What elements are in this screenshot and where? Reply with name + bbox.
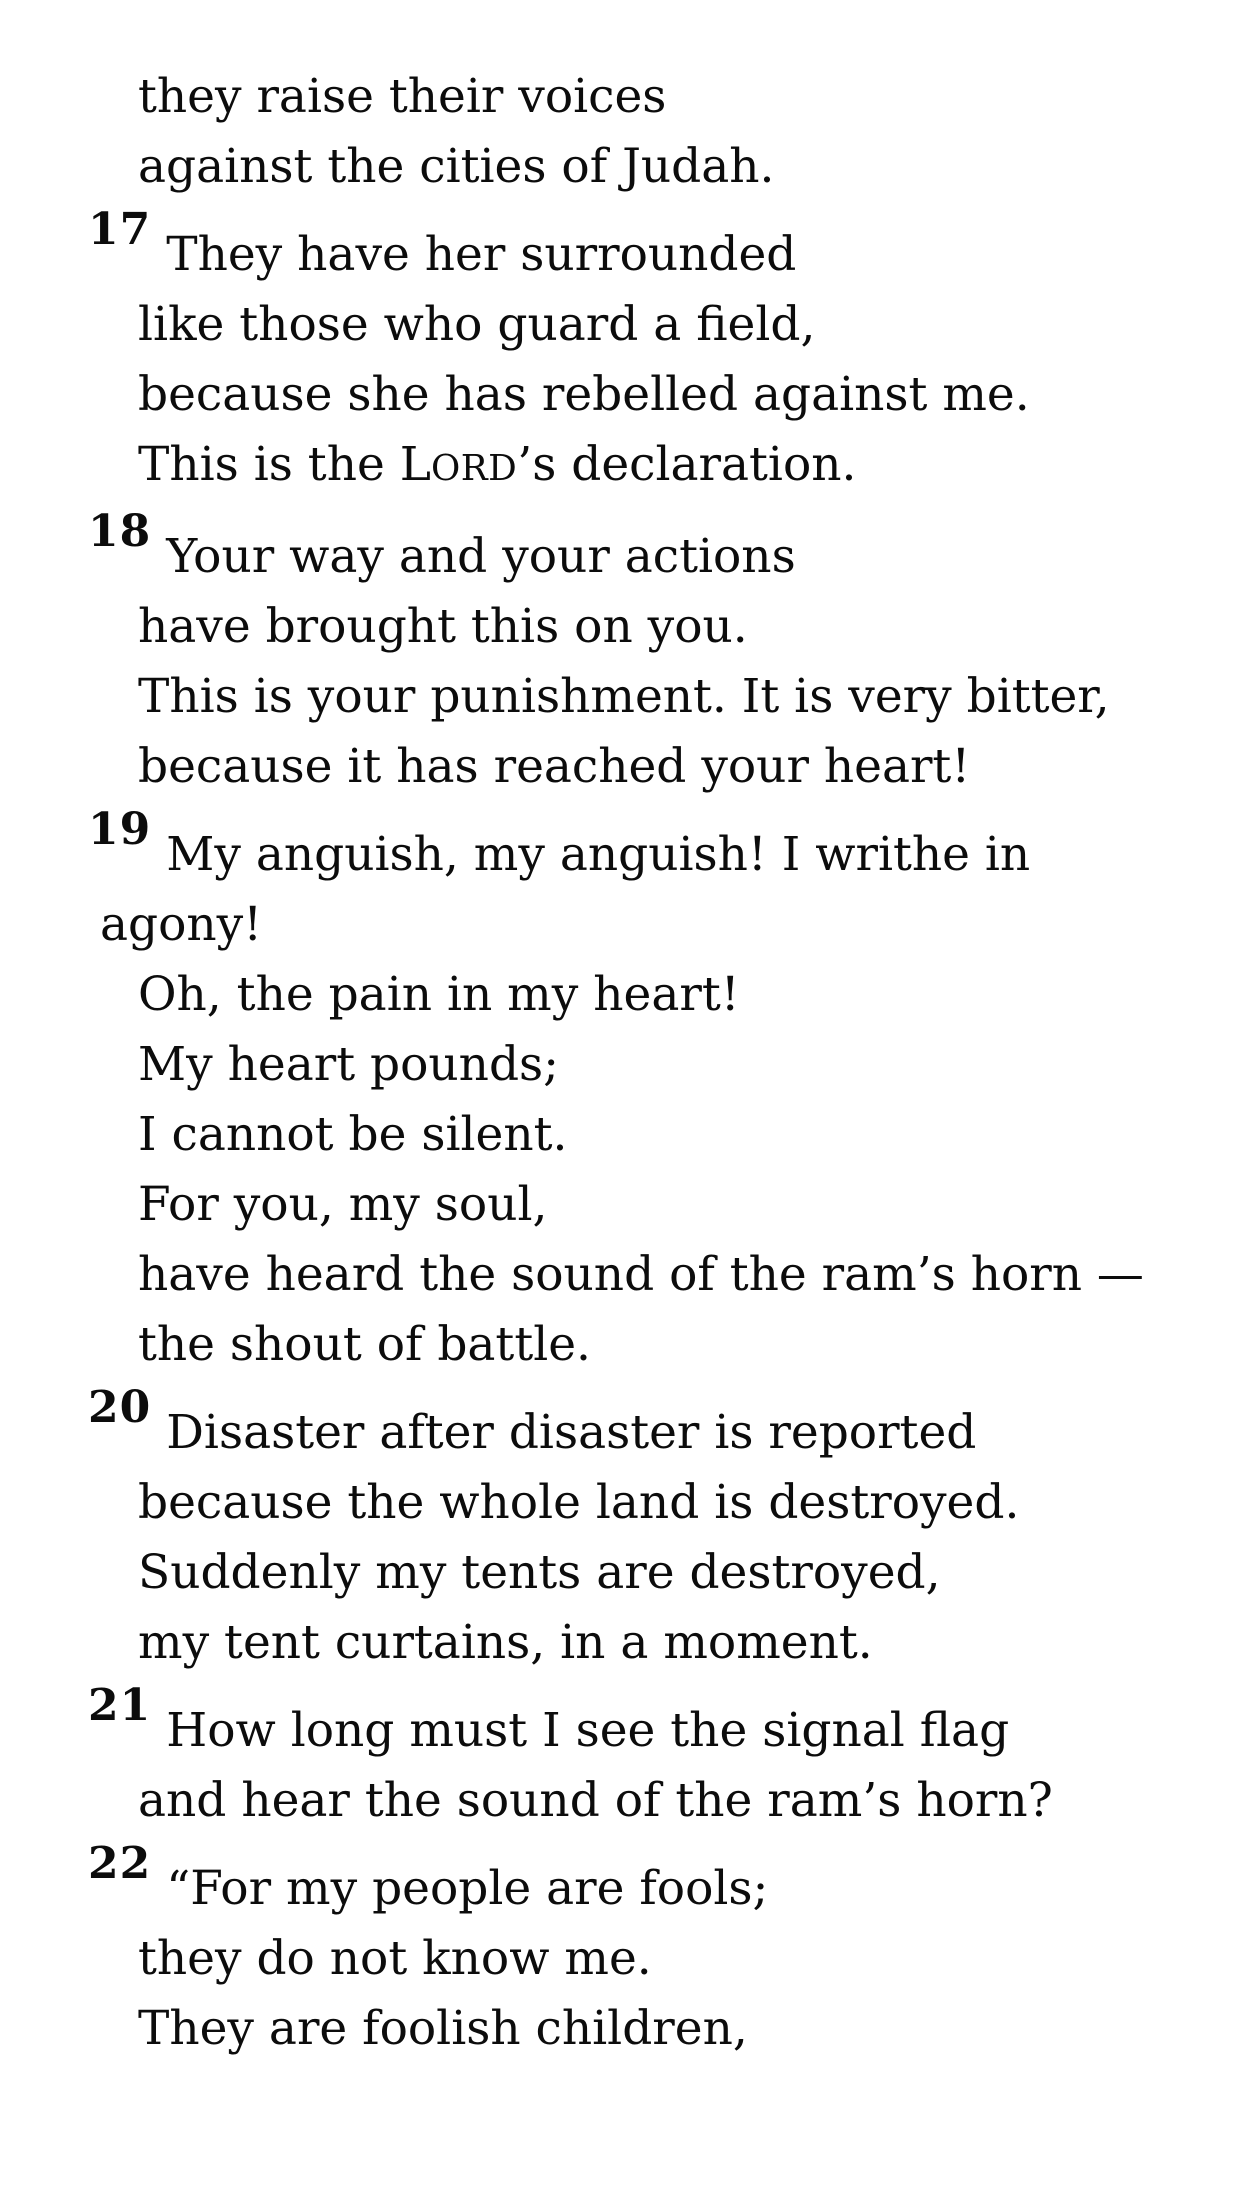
poetry-line: [0, 1538, 1232, 1608]
verse-number: 18: [88, 506, 152, 557]
verse-number: 22: [88, 1838, 152, 1889]
verse-text: “For my people are fools;: [166, 1861, 769, 1916]
verse-number: 21: [88, 1680, 152, 1731]
poetry-line: [0, 1680, 1232, 1766]
poetry-line: [0, 290, 1232, 360]
poetry-line: [0, 592, 1232, 662]
verse-number: 20: [88, 1382, 152, 1433]
verse-text: have brought this on you.: [138, 599, 748, 654]
verse-text: They are foolish children,: [138, 2001, 748, 2056]
verse-text: the shout of battle.: [138, 1317, 591, 1372]
verse-text: This is your punishment. It is very bitter,: [138, 669, 1110, 724]
poetry-line: [0, 1838, 1232, 1924]
verse-17[interactable]: [0, 204, 1232, 504]
poetry-line: [0, 506, 1232, 592]
poetry-line: [0, 204, 1232, 290]
verse-text: my tent curtains, in a moment.: [138, 1615, 873, 1670]
verse-text: Disaster after disaster is reported: [166, 1405, 977, 1460]
verse-text: against the cities of Judah.: [138, 139, 775, 194]
poetry-line: [0, 1468, 1232, 1538]
poetry-line: [0, 1994, 1232, 2064]
verse-text: For you, my soul,: [138, 1177, 548, 1232]
poetry-line: [0, 1240, 1232, 1310]
verse-19[interactable]: [0, 804, 1232, 1380]
verse-20[interactable]: [0, 1382, 1232, 1678]
poetry-line: [0, 732, 1232, 802]
poetry-line: [0, 1382, 1232, 1468]
poetry-line: [0, 62, 1232, 132]
verse-text: because it has reached your heart!: [138, 739, 971, 794]
verse-text: Your way and your actions: [166, 529, 796, 584]
verse-18[interactable]: [0, 506, 1232, 802]
poetry-line: [0, 960, 1232, 1030]
verse-text: How long must I see the signal flag: [166, 1703, 1010, 1758]
poetry-line: [0, 662, 1232, 732]
verse-number: 19: [88, 804, 152, 855]
verse-text: like those who guard a field,: [138, 297, 816, 352]
poetry-line: [0, 1100, 1232, 1170]
verse-22[interactable]: [0, 1838, 1232, 2064]
verse-number: 17: [88, 204, 152, 255]
poetry-line: [0, 1170, 1232, 1240]
poetry-line: [0, 132, 1232, 202]
verse-text: they do not know me.: [138, 1931, 652, 1986]
verse-text: I cannot be silent.: [138, 1107, 568, 1162]
poetry-line: [0, 1766, 1232, 1836]
verse-continuation[interactable]: [0, 62, 1232, 202]
verse-text: they raise their voices: [138, 69, 667, 124]
verse-21[interactable]: [0, 1680, 1232, 1836]
poetry-line: [0, 430, 1232, 504]
poetry-line: [0, 1310, 1232, 1380]
verse-text: because the whole land is destroyed.: [138, 1475, 1020, 1530]
lord-smallcaps: ORD: [430, 448, 518, 489]
poetry-line: [0, 804, 1232, 890]
verse-text: have heard the sound of the ram’s horn —: [138, 1247, 1144, 1302]
poetry-line: [0, 1608, 1232, 1678]
verse-text: This is the LORD’s declaration.: [138, 437, 857, 492]
poetry-line: [0, 360, 1232, 430]
verse-text: agony!: [100, 897, 263, 952]
poetry-line: [0, 890, 1232, 960]
verse-text: My anguish, my anguish! I writhe in: [166, 827, 1031, 882]
poetry-line: [0, 1924, 1232, 1994]
verse-text: Suddenly my tents are destroyed,: [138, 1545, 941, 1600]
verse-text: My heart pounds;: [138, 1037, 559, 1092]
verse-text: Oh, the pain in my heart!: [138, 967, 740, 1022]
verse-text: and hear the sound of the ram’s horn?: [138, 1773, 1053, 1828]
poetry-line: [0, 1030, 1232, 1100]
verse-text: because she has rebelled against me.: [138, 367, 1030, 422]
verse-text: They have her surrounded: [166, 227, 797, 282]
